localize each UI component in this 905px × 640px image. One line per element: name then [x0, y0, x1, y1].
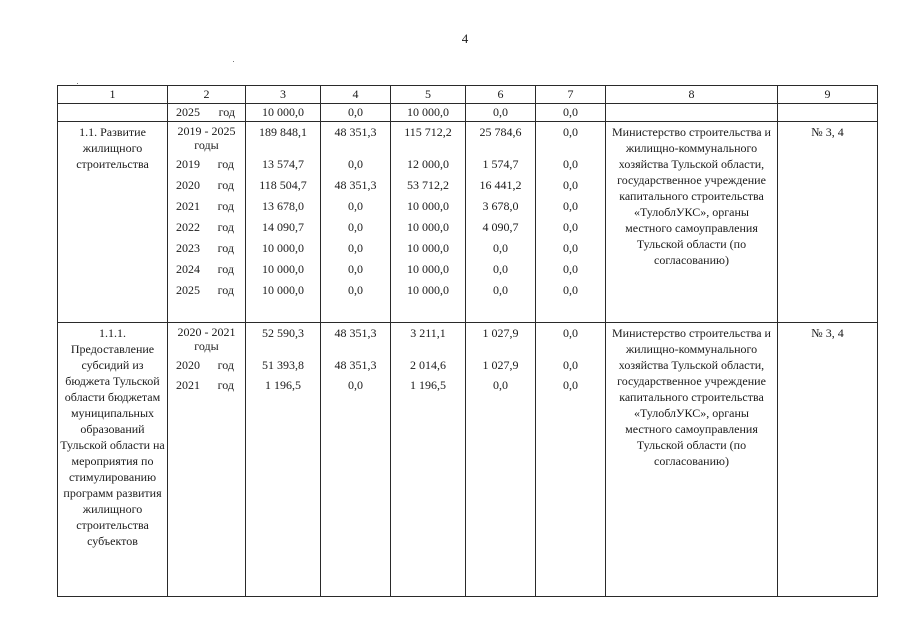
- executor-cell: [606, 104, 778, 122]
- year-amount: 12 000,0: [407, 157, 449, 171]
- total-amount: 0,0: [563, 125, 578, 139]
- year-amount: 10 000,0: [407, 241, 449, 255]
- year-amount: 3 678,0: [482, 199, 519, 213]
- column-header: 2: [168, 86, 246, 104]
- page-number: 4: [461, 31, 469, 46]
- section-row: [58, 122, 878, 323]
- year-unit: год: [218, 105, 235, 119]
- year-row: [170, 217, 243, 238]
- year-amount: 0,0: [348, 157, 363, 171]
- amount-column: [466, 323, 536, 597]
- year-amount: 16 441,2: [479, 178, 522, 192]
- year-label: 2020: [176, 358, 200, 372]
- year-amount: 0,0: [348, 241, 363, 255]
- total-amount: 115 712,2: [404, 125, 452, 139]
- year-row: [170, 375, 243, 395]
- total-amount: 0,0: [563, 326, 578, 340]
- year-label: 2025: [176, 105, 200, 119]
- year-label: 2023: [176, 241, 200, 255]
- year-amount: 10 000,0: [407, 220, 449, 234]
- executor-cell: Министерство строительства и жилищно-коммунального хозяйства Тульской области, государственное учреждение капитального строительства «ТулоблУКС», органы местного самоуправления Тульской области (по согласованию): [606, 323, 778, 597]
- total-amount: 3 211,1: [410, 326, 446, 340]
- year-amount: 0,0: [563, 178, 578, 192]
- column-header: 8: [606, 86, 778, 104]
- year-unit: год: [217, 262, 234, 276]
- year-amount: 48 351,3: [334, 178, 377, 192]
- year-amount: 10 000,0: [262, 262, 304, 276]
- year-unit: год: [217, 199, 234, 213]
- amount-column: [246, 323, 321, 597]
- year-unit: год: [217, 157, 234, 171]
- year-amount: 0,0: [348, 220, 363, 234]
- year-amount: 0,0: [563, 378, 578, 392]
- column-header: 6: [466, 86, 536, 104]
- year-amount: 10 000,0: [262, 241, 304, 255]
- total-amount: 48 351,3: [334, 326, 377, 340]
- year-row: [170, 196, 243, 217]
- column-header: 7: [536, 86, 606, 104]
- column-header: 3: [246, 86, 321, 104]
- year-unit: год: [217, 378, 234, 392]
- measure-name-cell: 1.1. Развитие жилищного строительства: [58, 122, 168, 323]
- scan-speck: [77, 83, 78, 84]
- year-amount: 0,0: [493, 283, 508, 297]
- year-label: 2021: [176, 378, 200, 392]
- period-range: 2020 - 2021 годы: [177, 325, 236, 353]
- year-label: 2020: [176, 178, 200, 192]
- year-row: [170, 154, 243, 175]
- year-label: 2022: [176, 220, 200, 234]
- year-amount: 1 574,7: [482, 157, 519, 171]
- total-amount: 25 784,6: [479, 125, 522, 139]
- column-header: 5: [391, 86, 466, 104]
- year-amount: 51 393,8: [262, 358, 304, 372]
- year-amount: 0,0: [348, 378, 363, 392]
- year-amount: 1 196,5: [265, 378, 301, 392]
- year-unit: год: [217, 358, 234, 372]
- year-amount: 0,0: [563, 358, 578, 372]
- year-list: [170, 355, 243, 395]
- amount-column: [466, 122, 536, 323]
- year-list: [170, 154, 243, 301]
- year-amount: 0,0: [493, 378, 508, 392]
- year-amount: 53 712,2: [407, 178, 449, 192]
- year-row: [170, 175, 243, 196]
- table-header-row: [58, 86, 878, 104]
- amount-column: [391, 323, 466, 597]
- doc-ref-cell: № 3, 4: [778, 122, 878, 323]
- amount-column: [246, 122, 321, 323]
- year-amount: 0,0: [348, 199, 363, 213]
- total-amount: 1 027,9: [482, 326, 519, 340]
- program-table: [57, 85, 878, 597]
- amount-column: [321, 122, 391, 323]
- year-amount: 2 014,6: [410, 358, 446, 372]
- doc-ref-cell: № 3, 4: [778, 323, 878, 597]
- year-unit: год: [217, 178, 234, 192]
- year-amount: 13 678,0: [262, 199, 304, 213]
- year-amount: 0,0: [348, 262, 363, 276]
- year-amount: 14 090,7: [262, 220, 304, 234]
- column-header: 4: [321, 86, 391, 104]
- total-amount: 48 351,3: [334, 125, 377, 139]
- year-label: 2019: [176, 157, 200, 171]
- year-amount: 1 027,9: [482, 358, 519, 372]
- year-amount: 0,0: [348, 283, 363, 297]
- amount-cell: 0,0: [536, 104, 606, 122]
- doc-ref-cell: [778, 104, 878, 122]
- year-unit: год: [217, 283, 234, 297]
- year-amount: 10 000,0: [262, 283, 304, 297]
- period-range: 2019 - 2025 годы: [177, 124, 236, 152]
- year-amount: 4 090,7: [482, 220, 519, 234]
- year-label: 2025: [176, 283, 200, 297]
- year-amount: 0,0: [563, 241, 578, 255]
- year-amount: 0,0: [563, 283, 578, 297]
- year-amount: 0,0: [493, 241, 508, 255]
- year-amount: 0,0: [493, 262, 508, 276]
- year-amount: 10 000,0: [407, 199, 449, 213]
- year-label: 2024: [176, 262, 200, 276]
- year-amount: 118 504,7: [259, 178, 307, 192]
- year-row: [170, 238, 243, 259]
- period-cell: [168, 122, 246, 323]
- year-amount: 1 196,5: [410, 378, 446, 392]
- column-header: 1: [58, 86, 168, 104]
- year-amount: 10 000,0: [407, 283, 449, 297]
- year-amount: 0,0: [563, 157, 578, 171]
- period-cell: [168, 104, 246, 122]
- year-amount: 48 351,3: [334, 358, 377, 372]
- year-amount: 13 574,7: [262, 157, 304, 171]
- amount-cell: 0,0: [466, 104, 536, 122]
- measure-name-cell: 1.1.1. Предоставление субсидий из бюджета Тульской области бюджетам муниципальных образований Тульской области на мероприятия по стимулированию программ развития жилищного строительства субъектов: [58, 323, 168, 597]
- year-row: [170, 280, 243, 301]
- amount-column: [321, 323, 391, 597]
- year-unit: год: [217, 241, 234, 255]
- amount-cell: 10 000,0: [246, 104, 321, 122]
- year-unit: год: [217, 220, 234, 234]
- amount-cell: 0,0: [321, 104, 391, 122]
- name-cell: [58, 104, 168, 122]
- column-header: 9: [778, 86, 878, 104]
- year-amount: 0,0: [563, 199, 578, 213]
- year-row: [170, 355, 243, 375]
- year-amount: 0,0: [563, 220, 578, 234]
- amount-column: [391, 122, 466, 323]
- executor-cell: Министерство строительства и жилищно-коммунального хозяйства Тульской области, государственное учреждение капитального строительства «ТулоблУКС», органы местного самоуправления Тульской области (по согласованию): [606, 122, 778, 323]
- amount-column: [536, 323, 606, 597]
- year-row: [170, 259, 243, 280]
- period-cell: [168, 323, 246, 597]
- section-row: [58, 323, 878, 597]
- year-label: 2021: [176, 199, 200, 213]
- year-amount: 10 000,0: [407, 262, 449, 276]
- amount-cell: 10 000,0: [391, 104, 466, 122]
- amount-column: [536, 122, 606, 323]
- total-amount: 189 848,1: [259, 125, 307, 139]
- carry-over-row: [58, 104, 878, 122]
- year-amount: 0,0: [563, 262, 578, 276]
- total-amount: 52 590,3: [262, 326, 304, 340]
- scan-speck: [233, 61, 234, 62]
